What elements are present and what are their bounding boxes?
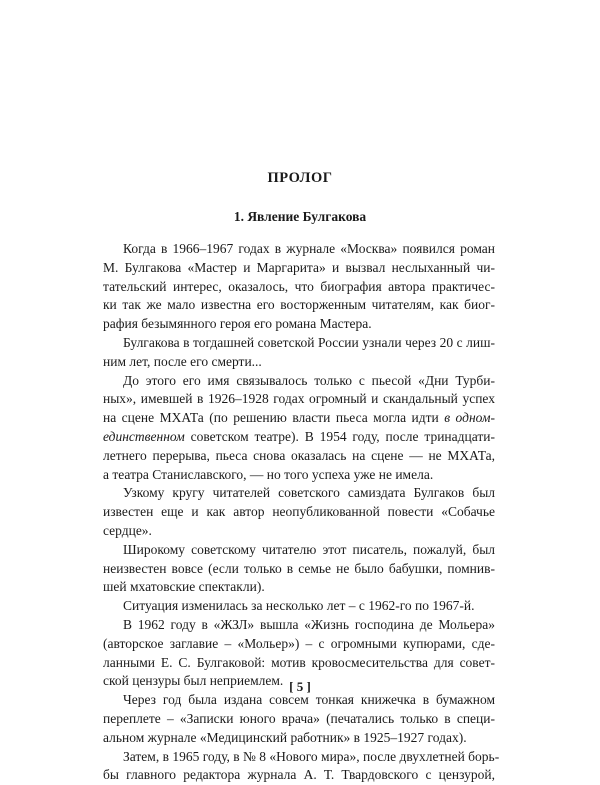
text-line: Через год была издана совсем тонкая книжечка в бумажном	[123, 692, 495, 708]
text-line: Когда в 1966–1967 годах в журнале «Москва» появился роман	[123, 241, 495, 256]
paragraph	[103, 372, 495, 485]
text-line: тательский интерес, оказалось, что биография автора практичес-	[103, 278, 495, 294]
body-text	[103, 240, 500, 785]
text-line: ланными Е. С. Булгаковой: мотив кровосмесительства для совет-	[103, 654, 495, 670]
text-line: Булгакова в тогдашней советской России узнали через 20 с лиш-	[123, 334, 495, 350]
text-line: ним лет, после его смерти...	[103, 353, 262, 369]
text-line: бы главного редактора журнала А. Т. Твардовского с цензурой,	[103, 767, 495, 783]
text-line: известен еще и как автор неопубликованной повести «Собачье	[103, 504, 495, 520]
text-line: Широкому советскому читателю этот писатель, пожалуй, был	[123, 541, 495, 557]
text-line: Узкому кругу читателей советского самиздата Булгаков был	[123, 485, 495, 501]
text-line	[103, 428, 495, 447]
text-line: а театра Станиславского, — но того успеха уже не имела.	[103, 466, 434, 482]
chapter-title: ПРОЛОГ	[267, 170, 333, 186]
text-line: М. Булгакова «Мастер и Маргарита» и вызвал неслыханный чи-	[103, 259, 495, 275]
text-line: ных», имевшей в 1926–1928 годах огромный и скандальный успех	[103, 391, 495, 407]
text-line: Затем, в 1965 году, в № 8 «Нового мира», после двухлетней борь-	[123, 748, 500, 764]
text-line: альном журнале «Медицинский работник» в 1925–1927 годах).	[103, 729, 467, 745]
text-fragment: советском театре). В 1954 году, после тринадцати-	[184, 428, 495, 444]
text-fragment: на сцене МХАТа (по решению власти пьеса могла идти	[103, 410, 445, 426]
paragraph	[103, 334, 495, 372]
section-title: 1. Явление Булгакова	[233, 209, 367, 224]
italic-fragment: в одном-	[444, 410, 495, 426]
text-line: Ситуация изменилась за несколько лет – с 1962-го по 1967-й.	[123, 598, 475, 614]
italic-fragment: единственном	[103, 428, 185, 444]
text-line: (авторское заглавие – «Мольер») – с огромными купюрами, сде-	[103, 635, 495, 651]
paragraph	[103, 240, 495, 334]
page-number: [ 5 ]	[289, 679, 311, 694]
text-line: рафия безымянного героя его романа Мастера.	[103, 316, 372, 332]
text-line	[103, 409, 495, 428]
text-line: переплете – «Записки юного врача» (печатались только в специ-	[103, 710, 495, 726]
text-line: ки так же мало известна его восторженным читателям, как биог-	[103, 297, 495, 313]
paragraph	[103, 748, 500, 785]
text-line: ской цензуры был неприемлем.	[103, 673, 284, 689]
text-line: шей мхатовские спектакли).	[103, 579, 265, 595]
paragraph	[103, 597, 495, 616]
paragraph	[103, 541, 495, 597]
paragraph	[103, 691, 495, 747]
text-line: В 1962 году в «ЖЗЛ» вышла «Жизнь господина де Мольера»	[123, 616, 495, 632]
text-line: сердце».	[103, 522, 152, 538]
text-line: летнего перерыва, пьеса снова оказалась на сцене — не МХАТа,	[103, 447, 495, 463]
paragraph	[103, 484, 495, 540]
text-line: неизвестен вовсе (если только в семье не было бабушки, помнив-	[103, 560, 495, 576]
text-line: До этого его имя связывалось только с пьесой «Дни Турби-	[123, 372, 495, 388]
